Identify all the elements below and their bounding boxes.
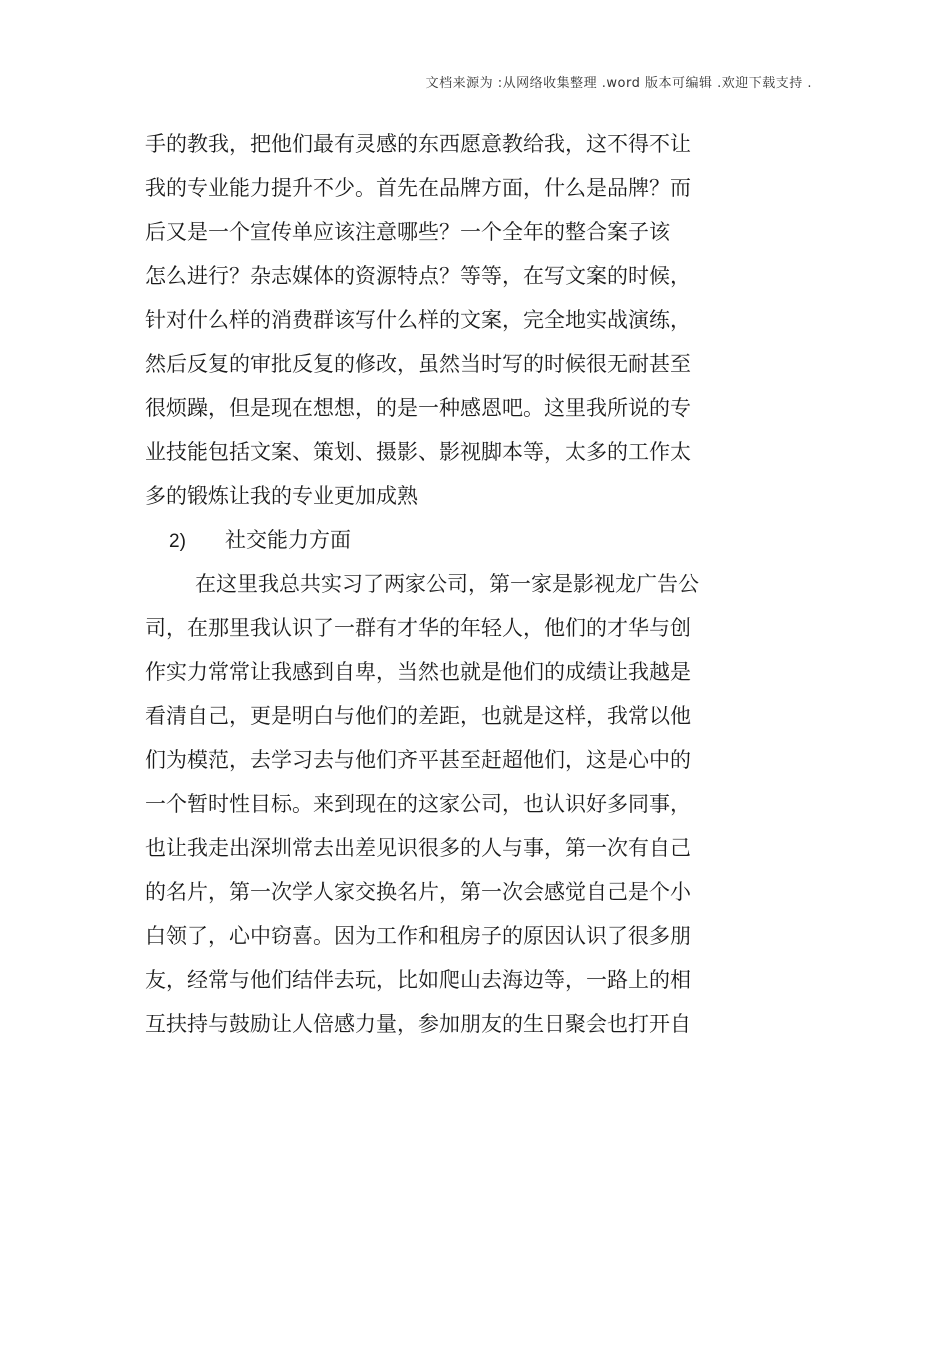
text-line: 也让我走出深圳常去出差见识很多的人与事，第一次有自己 [145,836,691,860]
text-line: 后又是一个宣传单应该注意哪些？一个全年的整合案子该 [145,220,670,244]
document-body [145,122,745,1046]
text-line: 怎么进行？杂志媒体的资源特点？等等，在写文案的时候， [145,264,691,288]
text-line: 白领了，心中窃喜。因为工作和租房子的原因认识了很多朋 [145,924,691,948]
text-line: 很烦躁，但是现在想想，的是一种感恩吧。这里我所说的专 [145,396,691,420]
section-heading [145,518,745,562]
text-line: 互扶持与鼓励让人倍感力量，参加朋友的生日聚会也打开自 [145,1012,691,1036]
text-line: 作实力常常让我感到自卑，当然也就是他们的成绩让我越是 [145,660,691,684]
text-line: 在这里我总共实习了两家公司，第一家是影视龙广告公 [195,572,699,596]
paragraph-social-skills [145,562,745,1046]
text-line: 的名片，第一次学人家交换名片，第一次会感觉自己是个小 [145,880,691,904]
text-line: 手的教我，把他们最有灵感的东西愿意教给我，这不得不让 [145,132,691,156]
text-line: 多的锻炼让我的专业更加成熟 [145,484,418,508]
page-header: 文档来源为 :从网络收集整理 .word 版本可编辑 .欢迎下载支持 . [425,76,812,91]
text-line: 然后反复的审批反复的修改，虽然当时写的时候很无耐甚至 [145,352,691,376]
section-title: 社交能力方面 [225,528,351,552]
text-line: 司，在那里我认识了一群有才华的年轻人，他们的才华与创 [145,616,691,640]
section-number: 2) [169,531,186,552]
paragraph-professional-skills [145,122,745,518]
text-line: 业技能包括文案、策划、摄影、影视脚本等，太多的工作太 [145,440,691,464]
text-line: 看清自己，更是明白与他们的差距，也就是这样，我常以他 [145,704,691,728]
text-line: 一个暂时性目标。来到现在的这家公司，也认识好多同事， [145,792,691,816]
text-line: 友，经常与他们结伴去玩，比如爬山去海边等，一路上的相 [145,968,691,992]
text-line: 们为模范，去学习去与他们齐平甚至赶超他们，这是心中的 [145,748,691,772]
text-line: 针对什么样的消费群该写什么样的文案，完全地实战演练， [145,308,691,332]
text-line: 我的专业能力提升不少。首先在品牌方面，什么是品牌？而 [145,176,691,200]
